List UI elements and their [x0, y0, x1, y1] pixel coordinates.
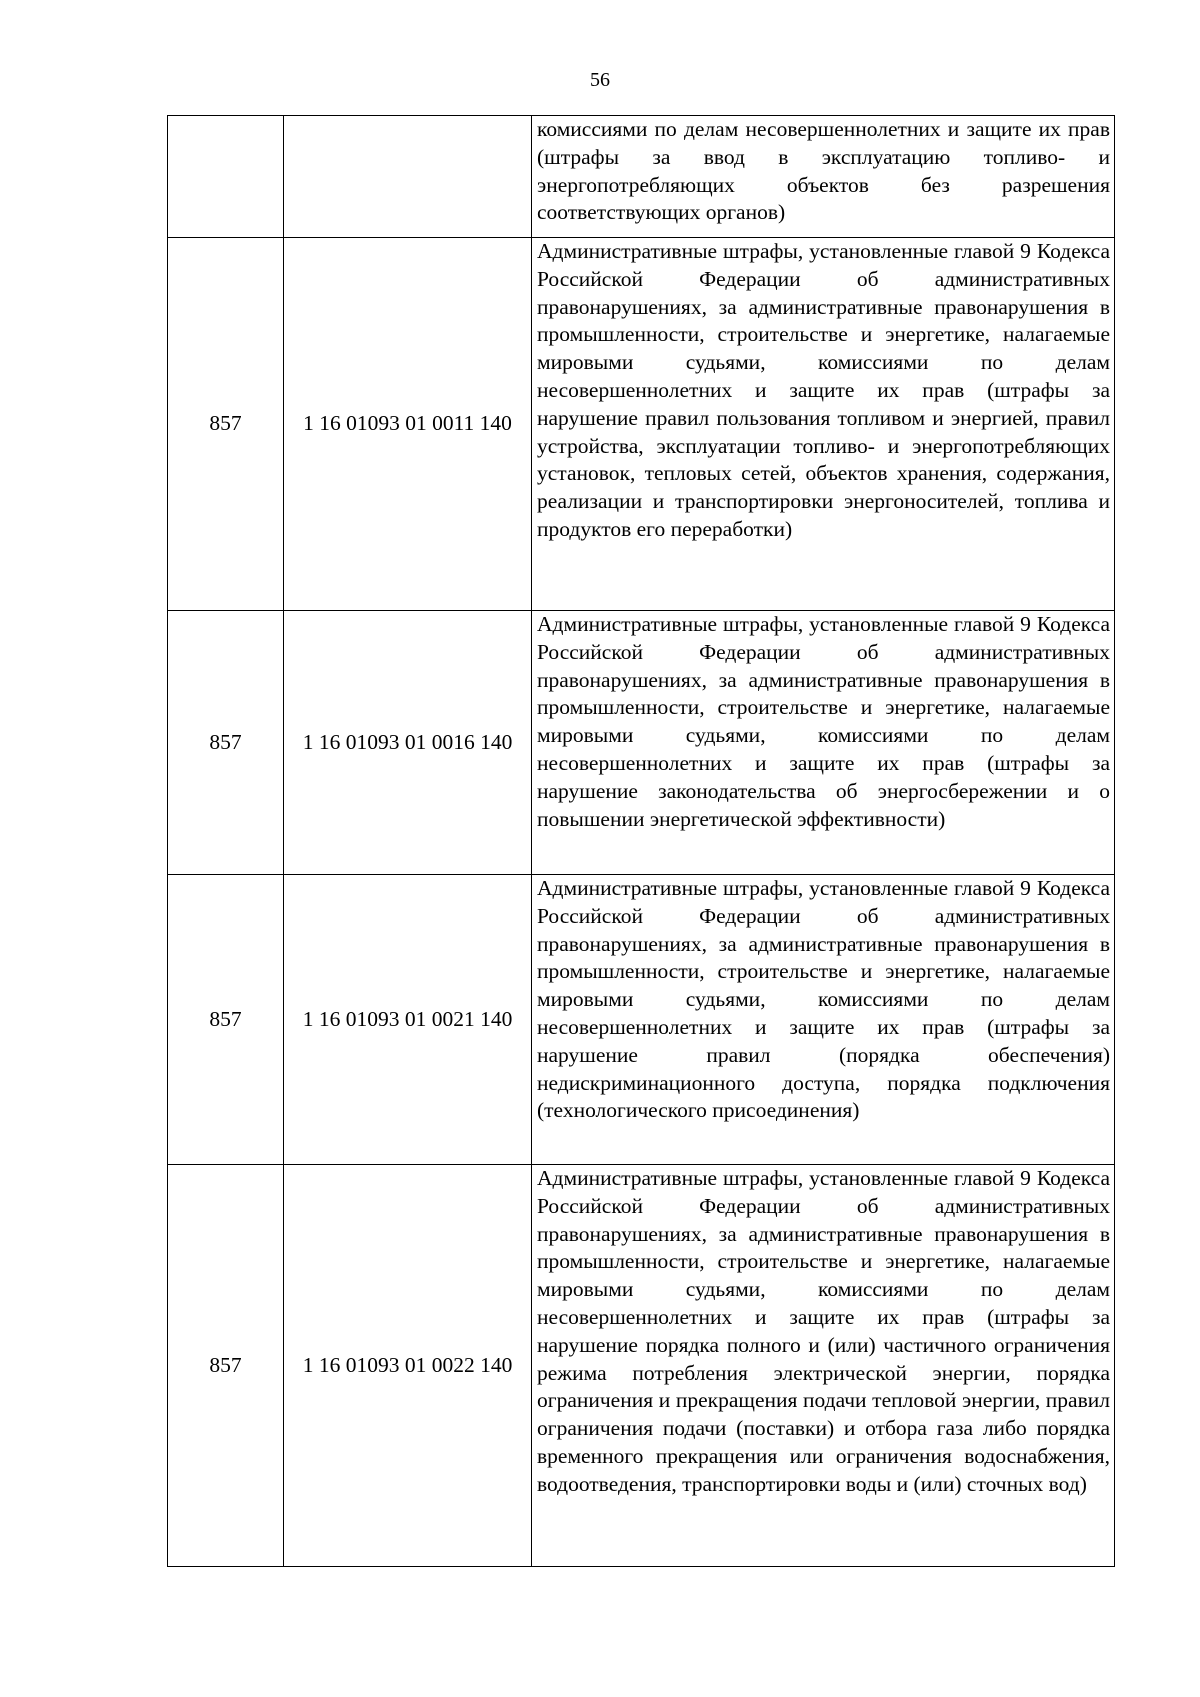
- kbk-code-cell: 1 16 01093 01 0011 140: [284, 238, 532, 611]
- table-row: [168, 238, 1115, 611]
- admin-code-cell: 857: [168, 238, 284, 611]
- admin-code-cell: [168, 116, 284, 238]
- kbk-code-cell: 1 16 01093 01 0016 140: [284, 611, 532, 875]
- description-cell: Административные штрафы, установленные главой 9 Кодекса Российской Федерации об административных правонарушениях, за административные правонарушения в промышленности, строительстве и энергетике, налагаемые мировыми судьями, комиссиями по делам несовершеннолетних и защите их прав (штрафы за нарушение законодательства об энергосбережении и о повышении энергетической эффективности): [532, 611, 1115, 875]
- page-number: 56: [590, 69, 610, 91]
- revenue-codes-table: [167, 115, 1115, 1567]
- description-cell: Административные штрафы, установленные главой 9 Кодекса Российской Федерации об административных правонарушениях, за административные правонарушения в промышленности, строительстве и энергетике, налагаемые мировыми судьями, комиссиями по делам несовершеннолетних и защите их прав (штрафы за нарушение порядка полного и (или) частичного ограничения режима потребления электрической энергии, порядка ограничения и прекращения подачи тепловой энергии, правил ограничения подачи (поставки) и отбора газа либо порядка временного прекращения или ограничения водоснабжения, водоотведения, транспортировки воды и (или) сточных вод): [532, 1165, 1115, 1567]
- table-row: [168, 116, 1115, 238]
- description-cell: Административные штрафы, установленные главой 9 Кодекса Российской Федерации об административных правонарушениях, за административные правонарушения в промышленности, строительстве и энергетике, налагаемые мировыми судьями, комиссиями по делам несовершеннолетних и защите их прав (штрафы за нарушение правил пользования топливом и энергией, правил устройства, эксплуатации топливо- и энергопотребляющих установок, тепловых сетей, объектов хранения, содержания, реализации и транспортировки энергоносителей, топлива и продуктов его переработки): [532, 238, 1115, 611]
- table-row: [168, 611, 1115, 875]
- description-cell: комиссиями по делам несовершеннолетних и защите их прав (штрафы за ввод в эксплуатацию топливо- и энергопотребляющих объектов без разрешения соответствующих органов): [532, 116, 1115, 238]
- admin-code-cell: 857: [168, 1165, 284, 1567]
- kbk-code-cell: 1 16 01093 01 0021 140: [284, 875, 532, 1165]
- table-row: [168, 1165, 1115, 1567]
- table-row: [168, 875, 1115, 1165]
- admin-code-cell: 857: [168, 875, 284, 1165]
- admin-code-cell: 857: [168, 611, 284, 875]
- description-cell: Административные штрафы, установленные главой 9 Кодекса Российской Федерации об административных правонарушениях, за административные правонарушения в промышленности, строительстве и энергетике, налагаемые мировыми судьями, комиссиями по делам несовершеннолетних и защите их прав (штрафы за нарушение правил (порядка обеспечения) недискриминационного доступа, порядка подключения (технологического присоединения): [532, 875, 1115, 1165]
- kbk-code-cell: [284, 116, 532, 238]
- kbk-code-cell: 1 16 01093 01 0022 140: [284, 1165, 532, 1567]
